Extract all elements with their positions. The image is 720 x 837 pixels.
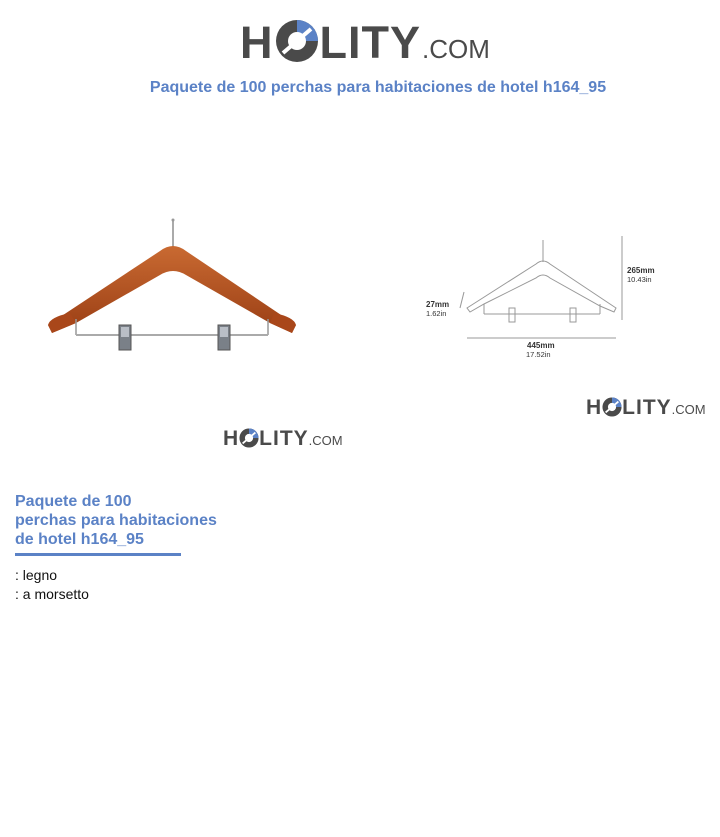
page-title: Paquete de 100 perchas para habitaciones de hotel h164_95 <box>149 79 607 96</box>
logo-o-icon <box>239 428 259 448</box>
hanger-dimension-drawing <box>420 232 710 362</box>
logo-letter-h: H <box>240 17 274 68</box>
logo-o-icon <box>602 397 622 417</box>
height-mm-label: 265mm <box>627 266 655 275</box>
holity-logo[interactable] <box>240 14 490 69</box>
product-name-line: perchas para habitaciones <box>15 512 217 529</box>
watermark-letter-h: H <box>586 396 603 419</box>
depth-in-label: 1.62in <box>426 309 447 318</box>
product-name <box>15 492 235 549</box>
watermark-suffix: .COM <box>308 433 343 448</box>
spec-material: : legno <box>15 567 58 583</box>
title-underline-divider <box>15 553 181 556</box>
logo-o-icon <box>275 19 319 63</box>
width-mm-label: 445mm <box>527 341 555 350</box>
hanger-photo-image <box>40 215 305 355</box>
height-in-label: 10.43in <box>627 275 652 284</box>
spec-list <box>15 566 89 604</box>
product-name-line: de hotel h164_95 <box>15 531 144 548</box>
watermark-word-lity: LITY <box>622 396 672 419</box>
watermark-word-lity: LITY <box>259 427 309 450</box>
depth-mm-label: 27mm <box>426 300 450 309</box>
holity-watermark-right <box>586 394 706 420</box>
product-name-line: Paquete de 100 <box>15 493 132 510</box>
watermark-letter-h: H <box>223 427 240 450</box>
logo-suffix: .COM <box>422 34 490 64</box>
logo-word-lity: LITY <box>319 17 421 68</box>
spec-type: : a morsetto <box>15 586 89 602</box>
width-in-label: 17.52in <box>526 350 551 359</box>
holity-watermark-left <box>223 425 343 451</box>
watermark-suffix: .COM <box>671 402 706 417</box>
